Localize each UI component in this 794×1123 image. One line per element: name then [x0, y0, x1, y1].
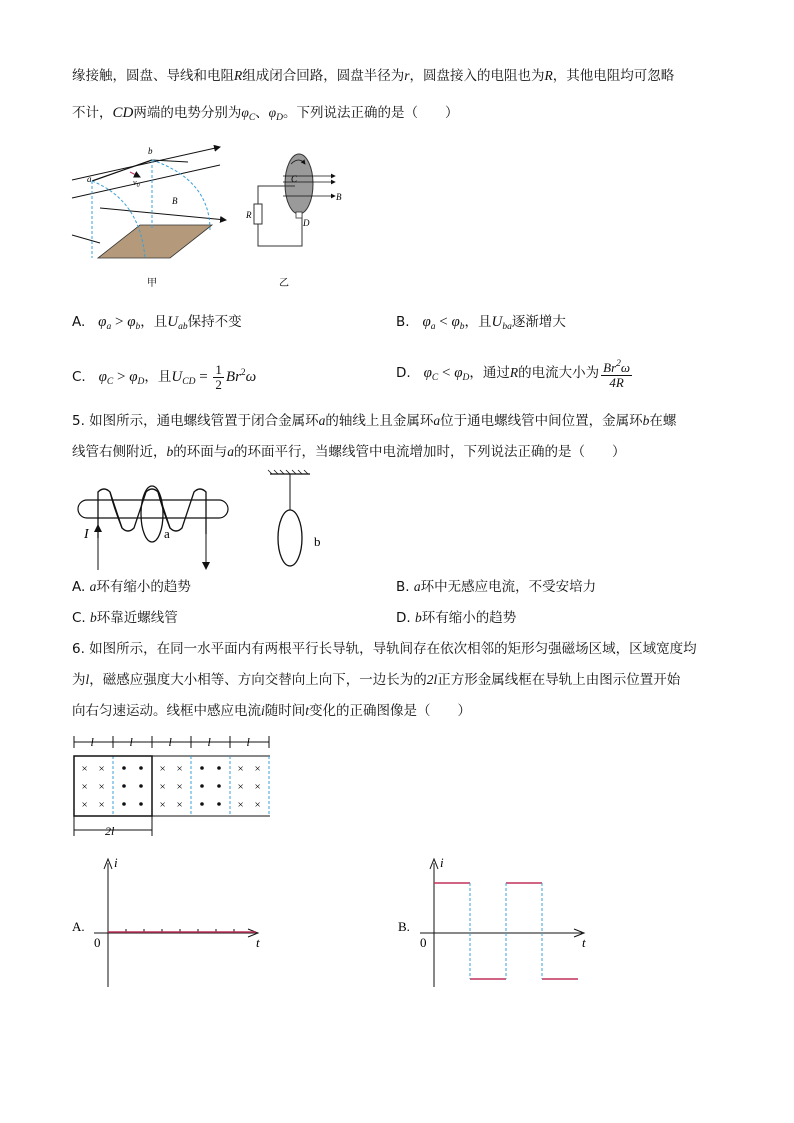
q6-line3: 向右匀速运动。线框中感应电流i随时间t变化的正确图像是（ ） [72, 703, 472, 719]
disc [285, 154, 313, 214]
field-into-symbol: × [254, 799, 261, 811]
width-label: l [129, 735, 133, 749]
q4-option-d[interactable]: D. $\varphi_C < \varphi_D$，通过R的电流大小为 $\frac{Br^2\omega}{4R}$ [396, 358, 631, 390]
svg-text:甲: 甲 [147, 278, 157, 289]
field-into-symbol: × [159, 781, 166, 793]
y-axis-label: i [114, 855, 118, 870]
field-out-symbol [122, 784, 126, 788]
graph-a [70, 855, 270, 995]
q5-option-c[interactable]: C. b环靠近螺线管 [72, 610, 178, 626]
ring-b [278, 510, 302, 566]
field-out-symbol [122, 802, 126, 806]
x-axis-label: t [582, 935, 586, 950]
field-into-symbol: × [176, 763, 183, 775]
field-into-symbol: × [98, 799, 105, 811]
svg-text:C: C [291, 174, 298, 184]
origin-label: 0 [94, 935, 101, 950]
field-into-symbol: × [81, 781, 88, 793]
svg-text:B: B [336, 192, 342, 202]
q4-line2: 不计，CD两端的电势分别为$\varphi_C$、$\varphi_D$。下列说法正确的是（ ） [72, 105, 459, 123]
svg-text:I: I [84, 527, 89, 542]
q6-line1: 6. 如图所示，在同一水平面内有两根平行长导轨，导轨间存在依次相邻的矩形匀强磁场区域，区域宽度均 [72, 641, 697, 657]
figure-yi [243, 150, 353, 290]
field-out-symbol [200, 802, 204, 806]
field-out-symbol [139, 766, 143, 770]
svg-text:v0: $v_0$ [133, 178, 140, 189]
field-out-symbol [200, 784, 204, 788]
q4-option-a[interactable]: A. $\varphi_a > \varphi_b$，且$U_{ab}$保持不变 [72, 314, 242, 332]
q4-line1: 缘接触，圆盘、导线和电阻R组成闭合回路，圆盘半径为r，圆盘接入的电阻也为R，其他电阻均可忽略 [72, 68, 675, 84]
svg-text:a: a [164, 526, 170, 541]
q5-option-d[interactable]: D. b环有缩小的趋势 [396, 610, 517, 626]
field-out-symbol [122, 766, 126, 770]
q4-option-b[interactable]: B. $\varphi_a < \varphi_b$，且$U_{ba}$逐渐增大 [396, 314, 566, 332]
field-into-symbol: × [176, 799, 183, 811]
frame-size-label: 2l [105, 824, 115, 838]
svg-text:b: b [148, 146, 153, 156]
field-into-symbol: × [237, 799, 244, 811]
graph-option-label: A. [72, 919, 85, 934]
field-into-symbol: × [159, 763, 166, 775]
svg-text:乙: 乙 [279, 278, 289, 289]
figure-jia [70, 140, 230, 290]
q5-line1: 5. 如图所示，通电螺线管置于闭合金属环a的轴线上且金属环a位于通电螺线管中间位置，金属环b在螺 [72, 413, 677, 429]
width-label: l [246, 735, 250, 749]
field-into-symbol: × [98, 763, 105, 775]
svg-text:B: B [172, 196, 178, 206]
field-out-symbol [217, 784, 221, 788]
graph-b [396, 855, 596, 995]
field-out-symbol [217, 766, 221, 770]
q5-line2: 线管右侧附近，b的环面与a的环面平行，当螺线管中电流增加时，下列说法正确的是（ ） [72, 444, 626, 460]
field-region-figure [70, 732, 280, 842]
width-label: l [207, 735, 211, 749]
width-label: l [90, 735, 94, 749]
field-into-symbol: × [81, 763, 88, 775]
x-axis-label: t [256, 935, 260, 950]
q5-option-b[interactable]: B. a环中无感应电流，不受安培力 [396, 579, 597, 595]
q5-option-a[interactable]: A. a环有缩小的趋势 [72, 579, 191, 595]
svg-text:a: a [87, 174, 92, 184]
field-into-symbol: × [237, 781, 244, 793]
plate [98, 225, 212, 258]
field-into-symbol: × [254, 763, 261, 775]
graph-option-label: B. [398, 919, 410, 934]
field-into-symbol: × [81, 799, 88, 811]
origin-label: 0 [420, 935, 427, 950]
width-label: l [168, 735, 172, 749]
svg-text:b: b [314, 534, 321, 549]
q6-line2: 为l，磁感应强度大小相等、方向交替向上向下，一边长为的2l正方形金属线框在导轨上由图示位置开始 [72, 672, 681, 688]
field-into-symbol: × [237, 763, 244, 775]
y-axis-label: i [440, 855, 444, 870]
field-into-symbol: × [159, 799, 166, 811]
svg-text:R: R [246, 210, 252, 220]
field-into-symbol: × [254, 781, 261, 793]
field-into-symbol: × [98, 781, 105, 793]
q4-option-c[interactable]: C. $\varphi_C > \varphi_D$，且$U_{CD}$ = $\frac{1}{2}$ Br$^2$ω [72, 361, 257, 392]
solenoid-figure [70, 470, 340, 580]
svg-text:D: D [303, 218, 310, 228]
field-into-symbol: × [176, 781, 183, 793]
field-out-symbol [200, 766, 204, 770]
field-out-symbol [139, 802, 143, 806]
field-out-symbol [217, 802, 221, 806]
field-out-symbol [139, 784, 143, 788]
